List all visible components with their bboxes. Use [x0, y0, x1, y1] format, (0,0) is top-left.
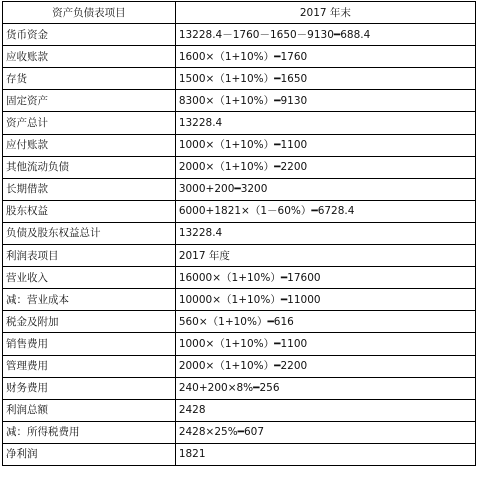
row-value-cell: 240+200×8%━256 [175, 377, 475, 399]
table-row [3, 112, 476, 134]
row-label-cell: 管理费用 [3, 355, 176, 377]
row-value-cell: 6000+1821×（1－60%）━6728.4 [175, 200, 475, 222]
table-header-row [3, 2, 476, 24]
row-label-cell: 减：营业成本 [3, 289, 176, 311]
row-label-cell: 货币资金 [3, 24, 176, 46]
table-row [3, 200, 476, 222]
table-row [3, 355, 476, 377]
row-value-cell: 13228.4－1760－1650－9130━688.4 [175, 24, 475, 46]
row-label-cell: 销售费用 [3, 333, 176, 355]
row-label-cell: 净利润 [3, 443, 176, 465]
balance-income-table [2, 1, 476, 466]
table-row [3, 399, 476, 421]
table-row [3, 134, 476, 156]
table-row [3, 245, 476, 267]
row-label-cell: 负债及股东权益总计 [3, 222, 176, 244]
row-value-cell: 13228.4 [175, 112, 475, 134]
table-row [3, 311, 476, 333]
table-row [3, 377, 476, 399]
row-value-cell: 1600×（1+10%）━1760 [175, 46, 475, 68]
table-row [3, 90, 476, 112]
table-row [3, 289, 476, 311]
row-value-cell: 13228.4 [175, 222, 475, 244]
table-row [3, 68, 476, 90]
table-row [3, 421, 476, 443]
row-label-cell: 资产总计 [3, 112, 176, 134]
table-row [3, 156, 476, 178]
row-value-cell: 3000+200━3200 [175, 178, 475, 200]
row-value-cell: 1000×（1+10%）━1100 [175, 134, 475, 156]
row-value-cell: 8300×（1+10%）━9130 [175, 90, 475, 112]
row-label-cell: 财务费用 [3, 377, 176, 399]
row-label-cell: 减：所得税费用 [3, 421, 176, 443]
row-label-cell: 股东权益 [3, 200, 176, 222]
row-value-cell: 2017 年度 [175, 245, 475, 267]
row-value-cell: 2000×（1+10%）━2200 [175, 156, 475, 178]
row-value-cell: 10000×（1+10%）━11000 [175, 289, 475, 311]
row-value-cell: 1821 [175, 443, 475, 465]
row-value-cell: 2428×25%━607 [175, 421, 475, 443]
row-value-cell: 2428 [175, 399, 475, 421]
row-label-cell: 营业收入 [3, 267, 176, 289]
row-label-cell: 固定资产 [3, 90, 176, 112]
table-row [3, 222, 476, 244]
row-value-cell: 1000×（1+10%）━1100 [175, 333, 475, 355]
row-value-cell: 2000×（1+10%）━2200 [175, 355, 475, 377]
row-label-cell: 存货 [3, 68, 176, 90]
table-row [3, 333, 476, 355]
header-period-cell: 2017 年末 [175, 2, 475, 24]
header-item-cell: 资产负债表项目 [3, 2, 176, 24]
row-label-cell: 税金及附加 [3, 311, 176, 333]
row-label-cell: 应收账款 [3, 46, 176, 68]
table-row [3, 178, 476, 200]
table-row [3, 46, 476, 68]
table-row [3, 443, 476, 465]
row-label-cell: 应付账款 [3, 134, 176, 156]
row-label-cell: 长期借款 [3, 178, 176, 200]
financial-statement-sheet [2, 1, 476, 487]
row-value-cell: 1500×（1+10%）━1650 [175, 68, 475, 90]
row-label-cell: 利润表项目 [3, 245, 176, 267]
row-label-cell: 利润总额 [3, 399, 176, 421]
row-label-cell: 其他流动负债 [3, 156, 176, 178]
table-row [3, 24, 476, 46]
table-row [3, 267, 476, 289]
row-value-cell: 16000×（1+10%）━17600 [175, 267, 475, 289]
row-value-cell: 560×（1+10%）━616 [175, 311, 475, 333]
